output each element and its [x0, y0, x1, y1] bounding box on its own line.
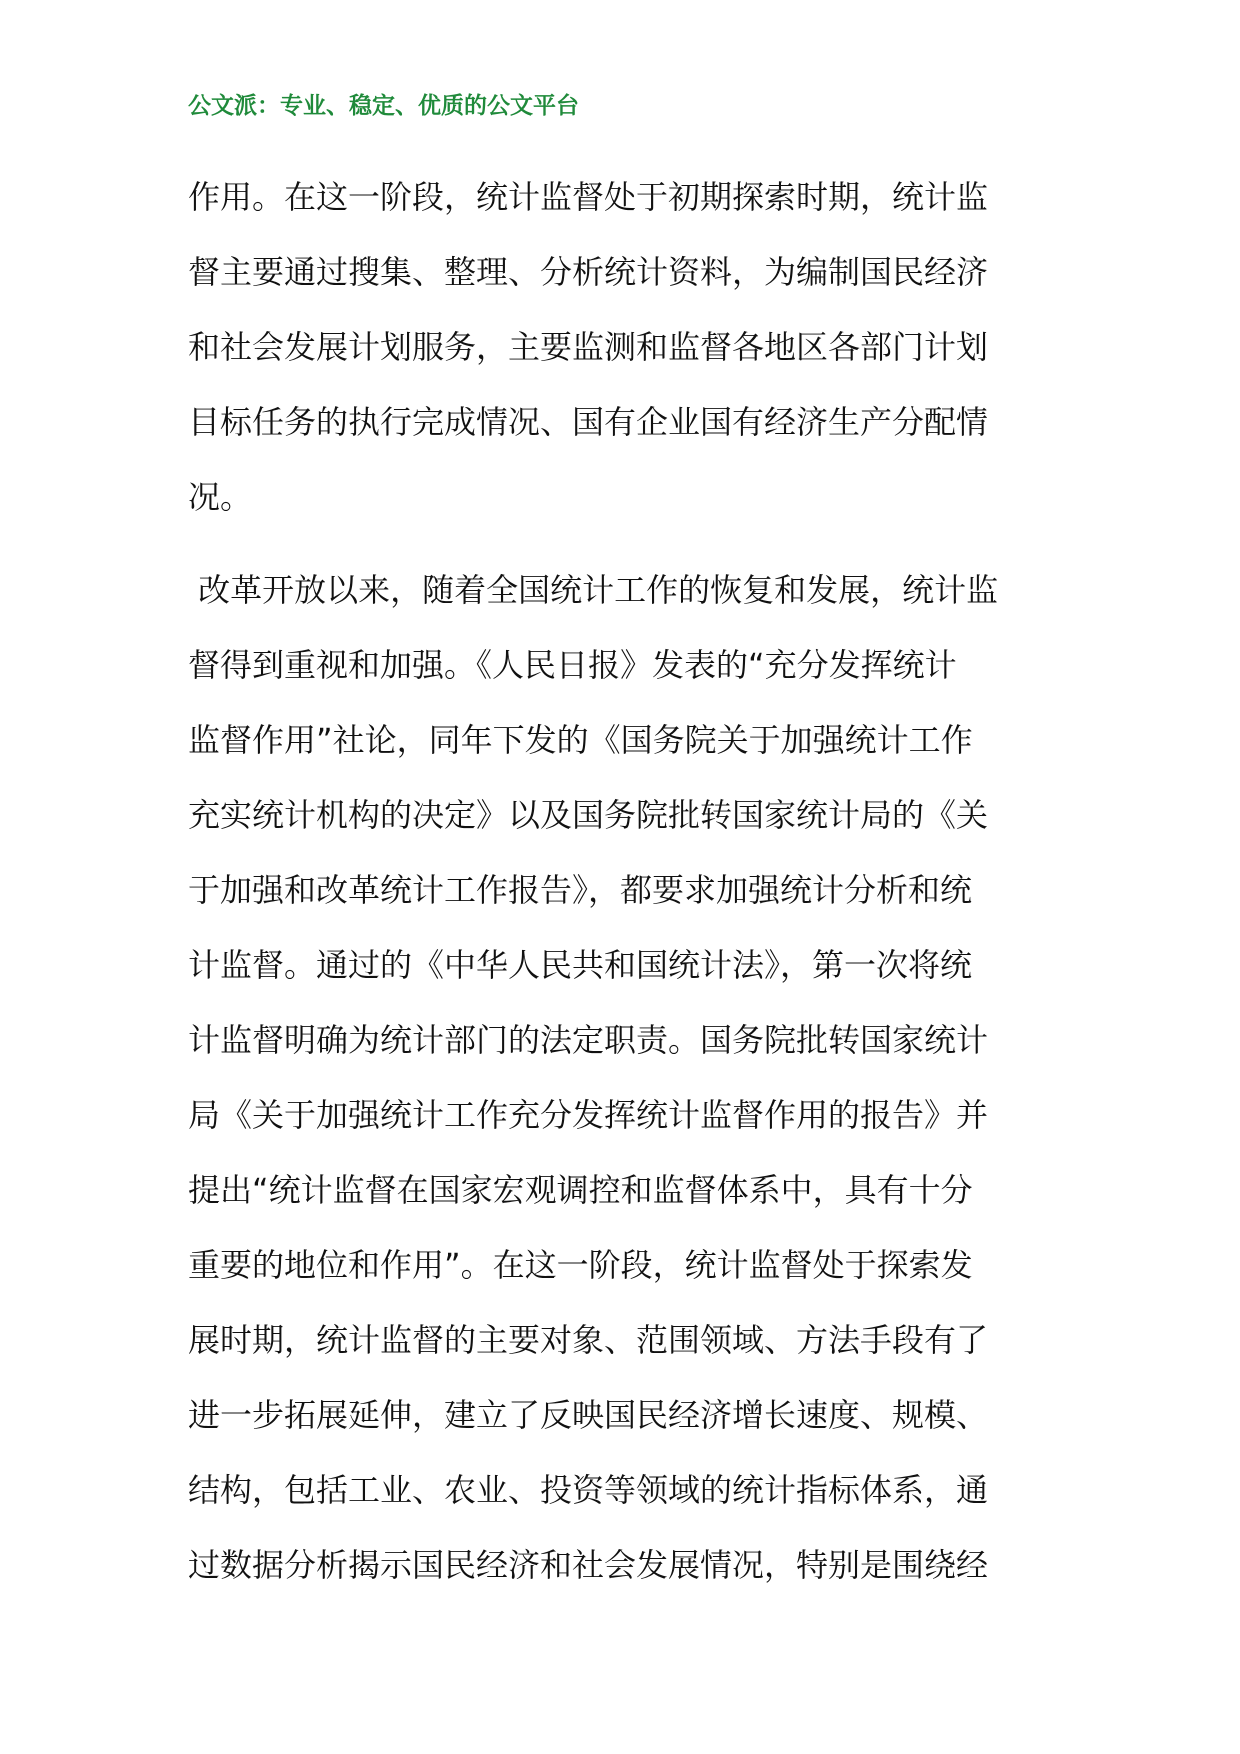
text-line: 于加强和改革统计工作报告》，都要求加强统计分析和统 — [188, 871, 973, 909]
text-line: 计监督。通过的《中华人民共和国统计法》，第一次将统 — [188, 946, 973, 984]
text-line: 况。 — [188, 478, 253, 516]
text-line: 展时期，统计监督的主要对象、范围领域、方法手段有了 — [188, 1321, 989, 1359]
text-line: 结构，包括工业、农业、投资等领域的统计指标体系，通 — [188, 1471, 989, 1509]
text-line: 充实统计机构的决定》以及国务院批转国家统计局的《关 — [188, 796, 989, 834]
text-line: 提出“统计监督在国家宏观调控和监督体系中，具有十分 — [188, 1171, 973, 1209]
text-line: 计监督明确为统计部门的法定职责。国务院批转国家统计 — [188, 1021, 989, 1059]
paragraph-spacer — [188, 535, 1063, 553]
page-header: 公文派：专业、稳定、优质的公文平台 — [188, 93, 579, 119]
text-line: 和社会发展计划服务，主要监测和监督各地区各部门计划 — [188, 328, 989, 366]
text-line: 作用。在这一阶段，统计监督处于初期探索时期，统计监 — [188, 178, 989, 216]
text-line: 重要的地位和作用”。在这一阶段，统计监督处于探索发 — [188, 1246, 973, 1284]
text-line: 督主要通过搜集、整理、分析统计资料，为编制国民经济 — [188, 253, 989, 291]
text-line: 过数据分析揭示国民经济和社会发展情况，特别是围绕经 — [188, 1546, 989, 1584]
text-line: 进一步拓展延伸，建立了反映国民经济增长速度、规模、 — [188, 1396, 989, 1434]
text-line: 局《关于加强统计工作充分发挥统计监督作用的报告》并 — [188, 1096, 989, 1134]
text-line: 目标任务的执行完成情况、国有企业国有经济生产分配情 — [188, 403, 989, 441]
document-body — [188, 160, 1063, 1603]
text-line: 改革开放以来，随着全国统计工作的恢复和发展，统计监 — [188, 571, 999, 609]
paragraph-2 — [188, 553, 1063, 1603]
text-line: 监督作用”社论，同年下发的《国务院关于加强统计工作 — [188, 721, 973, 759]
text-line: 督得到重视和加强。《人民日报》发表的“充分发挥统计 — [188, 646, 957, 684]
paragraph-1 — [188, 160, 1063, 535]
